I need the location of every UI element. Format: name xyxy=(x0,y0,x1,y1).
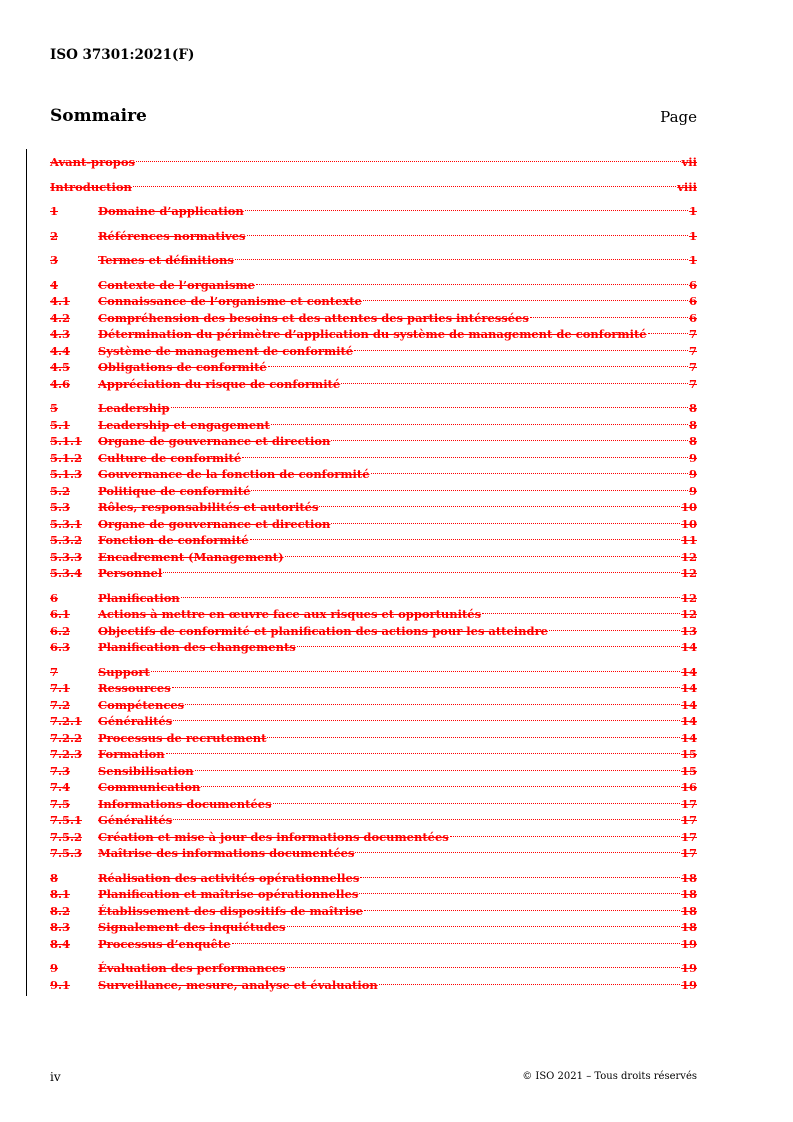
toc-entry-page: 19 xyxy=(680,977,697,992)
toc-entry-page: viii xyxy=(677,179,697,194)
toc-entry-number: 5 xyxy=(50,401,59,415)
toc-entry-number: 5.1.2 xyxy=(50,450,83,465)
toc-entry-title: Rôles, responsabilités et autorités xyxy=(98,500,319,514)
toc-entry-page: 1 xyxy=(688,253,697,267)
toc-entry[interactable] xyxy=(50,483,697,500)
toc-entry-title: Compétences xyxy=(98,697,185,712)
toc-entry-title: Généralités xyxy=(98,714,173,728)
toc-dot-leader xyxy=(267,737,680,738)
toc-dot-leader xyxy=(530,317,688,318)
toc-entry[interactable] xyxy=(50,417,697,434)
toc-entry-title: Compréhension des besoins et des attentes des parties intéressées xyxy=(98,310,529,325)
toc-entry-title: Planification xyxy=(98,590,180,605)
toc-entry-title: Surveillance, mesure, analyse et évaluation xyxy=(98,977,378,992)
toc-entry-page: 7 xyxy=(688,327,697,341)
toc-entry[interactable] xyxy=(50,713,697,730)
copyright-notice: © ISO 2021 – Tous droits réservés xyxy=(522,1071,697,1082)
toc-entry[interactable] xyxy=(50,277,697,294)
toc-entry-title: Création et mise à jour des informations documentées xyxy=(98,829,449,844)
toc-dot-leader xyxy=(173,819,680,820)
toc-entry-title: Informations documentées xyxy=(98,796,272,811)
toc-entry-number: 7.3 xyxy=(50,763,71,778)
toc-entry[interactable] xyxy=(50,252,697,269)
toc-entry-number: 5.3.3 xyxy=(50,549,83,564)
toc-entry-number: 8.4 xyxy=(50,936,71,951)
toc-entry-number: 7.2.1 xyxy=(50,714,83,728)
toc-dot-leader xyxy=(379,984,680,985)
toc-entry-number: 7 xyxy=(50,664,59,679)
toc-dot-leader xyxy=(256,284,688,285)
toc-entry[interactable] xyxy=(50,326,697,343)
toc-entry-page: 18 xyxy=(680,903,697,918)
toc-entry[interactable] xyxy=(50,639,697,656)
toc-entry-page: 16 xyxy=(680,780,697,794)
toc-entry-number: 2 xyxy=(50,228,59,243)
toc-entry-number: 5.1 xyxy=(50,417,71,432)
toc-entry[interactable] xyxy=(50,829,697,846)
toc-dot-leader xyxy=(319,506,680,507)
toc-entry-number: 4 xyxy=(50,277,59,292)
toc-entry-title: Politique de conformité xyxy=(98,483,251,498)
toc-entry-page: 8 xyxy=(688,434,697,448)
toc-dot-leader xyxy=(250,539,680,540)
toc-entry-number: 6.2 xyxy=(50,623,71,638)
toc-entry-number: 5.3 xyxy=(50,500,71,514)
toc-entry-page: 18 xyxy=(680,920,697,934)
toc-entry-page: 11 xyxy=(680,533,697,547)
toc-entry-page: 12 xyxy=(680,566,697,580)
toc-entry-title: Établissement des dispositifs de maîtrise xyxy=(98,903,363,918)
toc-entry-title: Système de management de conformité xyxy=(98,343,354,358)
toc-entry-title: Actions à mettre en œuvre face aux risques et opportunités xyxy=(98,607,482,621)
toc-dot-leader xyxy=(341,383,688,384)
toc-entry-title: Formation xyxy=(98,747,165,761)
toc-dot-leader xyxy=(271,424,688,425)
toc-entry[interactable] xyxy=(50,293,697,310)
toc-entry-number: 8.1 xyxy=(50,887,71,901)
toc-entry-number: 4.3 xyxy=(50,327,71,341)
toc-entry-number: 4.1 xyxy=(50,294,71,308)
toc-entry-page: 17 xyxy=(680,813,697,827)
toc-entry-page: 12 xyxy=(680,549,697,564)
toc-entry-page: 9 xyxy=(688,483,697,498)
toc-entry-page: 19 xyxy=(680,961,697,975)
toc-dot-leader xyxy=(648,333,688,334)
toc-entry-page: 8 xyxy=(688,401,697,415)
toc-entry-title: Communication xyxy=(98,780,201,794)
toc-entry-page: 14 xyxy=(680,640,697,654)
page-number: iv xyxy=(50,1070,61,1084)
toc-entry[interactable] xyxy=(50,796,697,813)
toc-entry-number: 8.2 xyxy=(50,903,71,918)
toc-entry[interactable] xyxy=(50,400,697,417)
toc-entry-number: 5.3.1 xyxy=(50,516,83,531)
toc-dot-leader xyxy=(166,753,680,754)
toc-entry[interactable] xyxy=(50,919,697,936)
toc-title: Sommaire xyxy=(50,106,147,126)
toc-entry-title: Connaissance de l’organisme et contexte xyxy=(98,294,362,308)
toc-entry-number: 7.5.2 xyxy=(50,829,83,844)
toc-entry[interactable] xyxy=(50,977,697,994)
toc-entry-title: Encadrement (Management) xyxy=(98,549,284,564)
toc-entry-title: Planification des changements xyxy=(98,640,296,654)
toc-dot-leader xyxy=(285,556,680,557)
toc-entry-page: 7 xyxy=(688,376,697,391)
toc-entry-page: 10 xyxy=(680,516,697,531)
toc-dot-leader xyxy=(482,613,680,614)
toc-entry-page: 12 xyxy=(680,590,697,605)
toc-entry-page: 14 xyxy=(680,714,697,728)
toc-dot-leader xyxy=(163,572,680,573)
toc-dot-leader xyxy=(331,523,680,524)
toc-dot-leader xyxy=(245,210,688,211)
toc-entry-page: 9 xyxy=(688,450,697,465)
toc-dot-leader xyxy=(181,597,680,598)
toc-entry-number: 7.5.3 xyxy=(50,846,83,860)
toc-dot-leader xyxy=(133,186,676,187)
toc-entry-page: 17 xyxy=(680,829,697,844)
toc-dot-leader xyxy=(287,926,680,927)
toc-dot-leader xyxy=(360,877,680,878)
toc-entry-number: 5.3.4 xyxy=(50,566,83,580)
toc-dot-leader xyxy=(136,161,681,162)
toc-entry[interactable] xyxy=(50,730,697,747)
toc-entry-page: 15 xyxy=(680,763,697,778)
toc-entry-page: 12 xyxy=(680,607,697,621)
toc-entry-number: 9.1 xyxy=(50,977,71,992)
toc-entry-page: 18 xyxy=(680,887,697,901)
toc-entry-title: Processus d’enquête xyxy=(98,936,231,951)
toc-entry[interactable] xyxy=(50,532,697,549)
toc-entry-number: 7.5.1 xyxy=(50,813,83,827)
toc-entry[interactable] xyxy=(50,450,697,467)
toc-entry-page: 17 xyxy=(680,796,697,811)
toc-entry-title: Obligations de conformité xyxy=(98,360,267,374)
toc-entry-number: 9 xyxy=(50,961,59,975)
toc-dot-leader xyxy=(549,630,680,631)
toc-entry-title: Planification et maîtrise opérationnelles xyxy=(98,887,359,901)
toc-dot-leader xyxy=(287,967,680,968)
toc-entry[interactable] xyxy=(50,697,697,714)
toc-entry-page: 14 xyxy=(680,681,697,695)
toc-entry-number: 5.2 xyxy=(50,483,71,498)
toc-dot-leader xyxy=(371,473,688,474)
toc-entry-number: 6 xyxy=(50,590,59,605)
toc-entry[interactable] xyxy=(50,746,697,763)
toc-entry-number: 5.1.3 xyxy=(50,467,83,481)
toc-dot-leader xyxy=(201,786,680,787)
toc-dot-leader xyxy=(173,720,680,721)
toc-dot-leader xyxy=(450,836,680,837)
toc-entry-page: 8 xyxy=(688,417,697,432)
toc-entry[interactable] xyxy=(50,763,697,780)
toc-entry[interactable] xyxy=(50,845,697,862)
toc-entry-title: Personnel xyxy=(98,566,163,580)
toc-entry[interactable] xyxy=(50,606,697,623)
toc-dot-leader xyxy=(273,803,680,804)
toc-entry[interactable] xyxy=(50,433,697,450)
table-of-contents xyxy=(50,154,697,993)
toc-entry-title: Contexte de l’organisme xyxy=(98,277,255,292)
toc-entry-number: 8 xyxy=(50,870,59,885)
revision-change-bar xyxy=(26,149,27,996)
toc-entry[interactable] xyxy=(50,203,697,220)
toc-entry-title: Sensibilisation xyxy=(98,763,194,778)
toc-dot-leader xyxy=(251,490,688,491)
toc-entry-page: 7 xyxy=(688,343,697,358)
toc-entry[interactable] xyxy=(50,623,697,640)
toc-entry-page: 9 xyxy=(688,467,697,481)
toc-entry-title: Avant-propos xyxy=(50,155,135,169)
toc-entry-title: Fonction de conformité xyxy=(98,533,249,547)
toc-entry-page: 1 xyxy=(688,228,697,243)
toc-dot-leader xyxy=(151,671,680,672)
toc-entry[interactable] xyxy=(50,680,697,697)
toc-dot-leader xyxy=(297,646,680,647)
toc-entry-page: 6 xyxy=(688,277,697,292)
toc-entry[interactable] xyxy=(50,359,697,376)
toc-entry[interactable] xyxy=(50,549,697,566)
toc-entry-number: 5.1.1 xyxy=(50,434,83,448)
toc-entry-number: 7.4 xyxy=(50,780,71,794)
toc-dot-leader xyxy=(355,852,680,853)
toc-entry[interactable] xyxy=(50,812,697,829)
toc-entry[interactable] xyxy=(50,960,697,977)
toc-entry-number: 7.1 xyxy=(50,681,71,695)
toc-entry[interactable] xyxy=(50,903,697,920)
toc-entry[interactable] xyxy=(50,590,697,607)
toc-entry-page: 13 xyxy=(680,623,697,638)
toc-entry-title: Généralités xyxy=(98,813,173,827)
toc-entry-number: 7.2.2 xyxy=(50,730,83,745)
toc-entry-title: Culture de conformité xyxy=(98,450,242,465)
toc-dot-leader xyxy=(354,350,688,351)
toc-entry-number: 6.3 xyxy=(50,640,71,654)
toc-entry-number: 4.5 xyxy=(50,360,71,374)
toc-dot-leader xyxy=(195,770,680,771)
toc-entry-page: 14 xyxy=(680,730,697,745)
page-column-label: Page xyxy=(660,108,697,126)
toc-entry-page: 14 xyxy=(680,664,697,679)
toc-entry-number: 4.4 xyxy=(50,343,71,358)
toc-entry-title: Termes et définitions xyxy=(98,253,234,267)
toc-entry-page: 10 xyxy=(680,500,697,514)
toc-entry-page: 18 xyxy=(680,870,697,885)
toc-entry[interactable] xyxy=(50,343,697,360)
toc-dot-leader xyxy=(185,704,680,705)
toc-entry[interactable] xyxy=(50,179,697,196)
toc-entry[interactable] xyxy=(50,228,697,245)
toc-entry-page: 19 xyxy=(680,936,697,951)
toc-entry-title: Support xyxy=(98,664,150,679)
toc-entry-number: 7.2.3 xyxy=(50,747,83,761)
toc-entry-title: Ressources xyxy=(98,681,171,695)
toc-entry-page: 17 xyxy=(680,846,697,860)
toc-entry-title: Objectifs de conformité et planification des actions pour les atteindre xyxy=(98,623,548,638)
toc-dot-leader xyxy=(268,366,688,367)
toc-entry[interactable] xyxy=(50,516,697,533)
toc-entry[interactable] xyxy=(50,565,697,582)
toc-dot-leader xyxy=(171,407,688,408)
toc-entry-page: vii xyxy=(681,155,697,169)
document-id: ISO 37301:2021(F) xyxy=(50,47,195,63)
toc-entry-title: Signalement des inquiétudes xyxy=(98,920,286,934)
toc-dot-leader xyxy=(364,910,680,911)
toc-entry[interactable] xyxy=(50,664,697,681)
toc-entry-number: 4.2 xyxy=(50,310,71,325)
toc-entry-number: 5.3.2 xyxy=(50,533,83,547)
toc-dot-leader xyxy=(331,440,688,441)
toc-entry-number: 3 xyxy=(50,253,59,267)
toc-entry-page: 15 xyxy=(680,747,697,761)
toc-entry[interactable] xyxy=(50,870,697,887)
toc-entry[interactable] xyxy=(50,466,697,483)
toc-entry-page: 1 xyxy=(688,204,697,218)
toc-entry-title: Références normatives xyxy=(98,228,246,243)
toc-dot-leader xyxy=(242,457,688,458)
toc-entry-title: Processus de recrutement xyxy=(98,730,267,745)
toc-entry[interactable] xyxy=(50,310,697,327)
toc-entry-number: 6.1 xyxy=(50,607,71,621)
toc-dot-leader xyxy=(247,235,688,236)
toc-entry[interactable] xyxy=(50,154,697,171)
toc-entry-number: 8.3 xyxy=(50,920,71,934)
toc-entry-title: Réalisation des activités opérationnelles xyxy=(98,870,360,885)
toc-entry-title: Domaine d’application xyxy=(98,204,244,218)
toc-entry[interactable] xyxy=(50,779,697,796)
toc-entry-page: 7 xyxy=(688,360,697,374)
toc-entry-page: 14 xyxy=(680,697,697,712)
toc-entry-title: Évaluation des performances xyxy=(98,961,286,975)
toc-dot-leader xyxy=(363,300,688,301)
toc-entry-title: Détermination du périmètre d’application du système de management de conformité xyxy=(98,327,647,341)
toc-entry-number: 4.6 xyxy=(50,376,71,391)
toc-entry-title: Organe de gouvernance et direction xyxy=(98,516,331,531)
toc-entry-title: Leadership xyxy=(98,401,170,415)
toc-entry-number: 1 xyxy=(50,204,59,218)
toc-entry-title: Maîtrise des informations documentées xyxy=(98,846,355,860)
toc-entry-title: Introduction xyxy=(50,179,132,194)
toc-entry[interactable] xyxy=(50,936,697,953)
toc-entry-number: 7.5 xyxy=(50,796,71,811)
toc-entry-page: 6 xyxy=(688,310,697,325)
toc-entry-title: Appréciation du risque de conformité xyxy=(98,376,341,391)
toc-dot-leader xyxy=(232,943,680,944)
toc-entry-title: Organe de gouvernance et direction xyxy=(98,434,331,448)
toc-entry[interactable] xyxy=(50,886,697,903)
toc-dot-leader xyxy=(172,687,680,688)
toc-entry[interactable] xyxy=(50,499,697,516)
toc-entry-title: Leadership et engagement xyxy=(98,417,270,432)
toc-dot-leader xyxy=(235,259,688,260)
toc-entry-number: 7.2 xyxy=(50,697,71,712)
toc-entry-page: 6 xyxy=(688,294,697,308)
toc-entry-title: Gouvernance de la fonction de conformité xyxy=(98,467,370,481)
toc-dot-leader xyxy=(359,893,680,894)
toc-entry[interactable] xyxy=(50,376,697,393)
